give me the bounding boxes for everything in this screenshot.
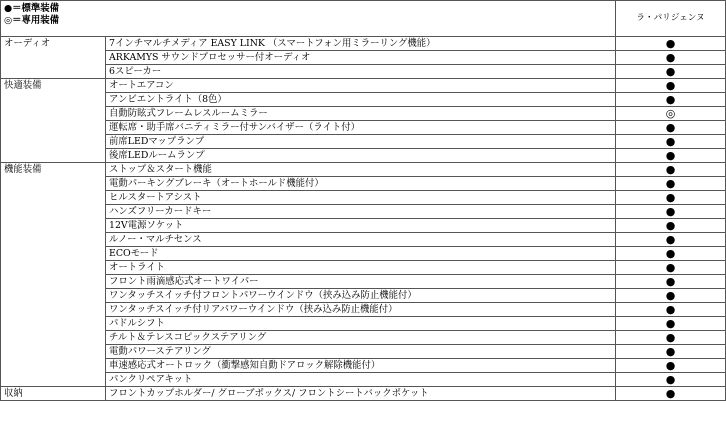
table-row (1, 303, 726, 317)
table-row (1, 205, 726, 219)
table-row (1, 345, 726, 359)
item-label: 電動パワーステアリング (106, 345, 616, 359)
table-row (1, 317, 726, 331)
item-label: 前席LEDマップランプ (106, 135, 616, 149)
table-row (1, 177, 726, 191)
legend-standard: ●＝標準装備 (4, 3, 60, 14)
equipment-mark: ● (616, 51, 726, 65)
table-row (1, 163, 726, 177)
equipment-mark: ● (616, 79, 726, 93)
table-row (1, 387, 726, 401)
table-row (1, 331, 726, 345)
table-row (1, 261, 726, 275)
category-cell: 快適装備 (1, 79, 106, 163)
item-label: 12V電源ソケット (106, 219, 616, 233)
item-label: ARKAMYS サウンドプロセッサー付オーディオ (106, 51, 616, 65)
equipment-mark: ● (616, 191, 726, 205)
equipment-mark: ● (616, 37, 726, 51)
item-label: オートエアコン (106, 79, 616, 93)
table-row (1, 37, 726, 51)
item-label: アンビエントライト（8色） (106, 93, 616, 107)
equipment-mark: ● (616, 303, 726, 317)
equipment-mark: ● (616, 163, 726, 177)
equipment-mark: ● (616, 247, 726, 261)
equipment-mark: ◎ (616, 107, 726, 121)
table-row (1, 93, 726, 107)
table-row (1, 51, 726, 65)
table-row (1, 219, 726, 233)
table-row (1, 191, 726, 205)
equipment-mark: ● (616, 317, 726, 331)
equipment-mark: ● (616, 121, 726, 135)
category-cell: 機能装備 (1, 163, 106, 387)
equipment-mark: ● (616, 149, 726, 163)
equipment-mark: ● (616, 373, 726, 387)
equipment-mark: ● (616, 387, 726, 401)
item-label: ルノー・マルチセンス (106, 233, 616, 247)
table-row (1, 275, 726, 289)
table-row (1, 65, 726, 79)
item-label: チルト＆テレスコピックステアリング (106, 331, 616, 345)
table-row (1, 289, 726, 303)
equipment-mark: ● (616, 261, 726, 275)
equipment-mark: ● (616, 177, 726, 191)
category-cell: オーディオ (1, 37, 106, 79)
table-row (1, 79, 726, 93)
header-row (1, 1, 726, 37)
table-row (1, 373, 726, 387)
item-label: 6スピーカー (106, 65, 616, 79)
table-row (1, 135, 726, 149)
item-label: 電動パーキングブレーキ（オートホールド機能付） (106, 177, 616, 191)
item-label: ワンタッチスイッチ付フロントパワーウインドウ（挟み込み防止機能付） (106, 289, 616, 303)
item-label: オートライト (106, 261, 616, 275)
legend-exclusive: ◎＝専用装備 (4, 15, 60, 26)
item-label: フロントカップホルダー/ グローブボックス/ フロントシートバックポケット (106, 387, 616, 401)
item-label: パンクリペアキット (106, 373, 616, 387)
equipment-mark: ● (616, 93, 726, 107)
equipment-mark: ● (616, 219, 726, 233)
table-row (1, 359, 726, 373)
item-label: ヒルスタートアシスト (106, 191, 616, 205)
item-label: 車速感応式オートロック（衝撃感知自動ドアロック解除機能付） (106, 359, 616, 373)
table-row (1, 247, 726, 261)
equipment-mark: ● (616, 65, 726, 79)
item-label: パドルシフト (106, 317, 616, 331)
item-label: ワンタッチスイッチ付リアパワーウインドウ（挟み込み防止機能付） (106, 303, 616, 317)
table-row (1, 149, 726, 163)
equipment-mark: ● (616, 233, 726, 247)
item-label: ストップ＆スタート機能 (106, 163, 616, 177)
equipment-mark: ● (616, 275, 726, 289)
item-label: 後席LEDルームランプ (106, 149, 616, 163)
table-row (1, 121, 726, 135)
category-cell: 収納 (1, 387, 106, 401)
table-row (1, 107, 726, 121)
equipment-mark: ● (616, 135, 726, 149)
table-row (1, 233, 726, 247)
item-label: ハンズフリーカードキー (106, 205, 616, 219)
grade-header: ラ・パリジェンヌ (616, 1, 726, 37)
item-label: 自動防眩式フレームレスルームミラー (106, 107, 616, 121)
equipment-mark: ● (616, 205, 726, 219)
item-label: 7インチマルチメディア EASY LINK （スマートフォン用ミラーリング機能） (106, 37, 616, 51)
item-label: フロント雨滴感応式オートワイパー (106, 275, 616, 289)
equipment-mark: ● (616, 289, 726, 303)
item-label: 運転席・助手席バニティミラー付サンバイザー（ライト付） (106, 121, 616, 135)
equipment-mark: ● (616, 331, 726, 345)
equipment-mark: ● (616, 345, 726, 359)
equipment-mark: ● (616, 359, 726, 373)
legend-cell (1, 1, 616, 37)
item-label: ECOモード (106, 247, 616, 261)
